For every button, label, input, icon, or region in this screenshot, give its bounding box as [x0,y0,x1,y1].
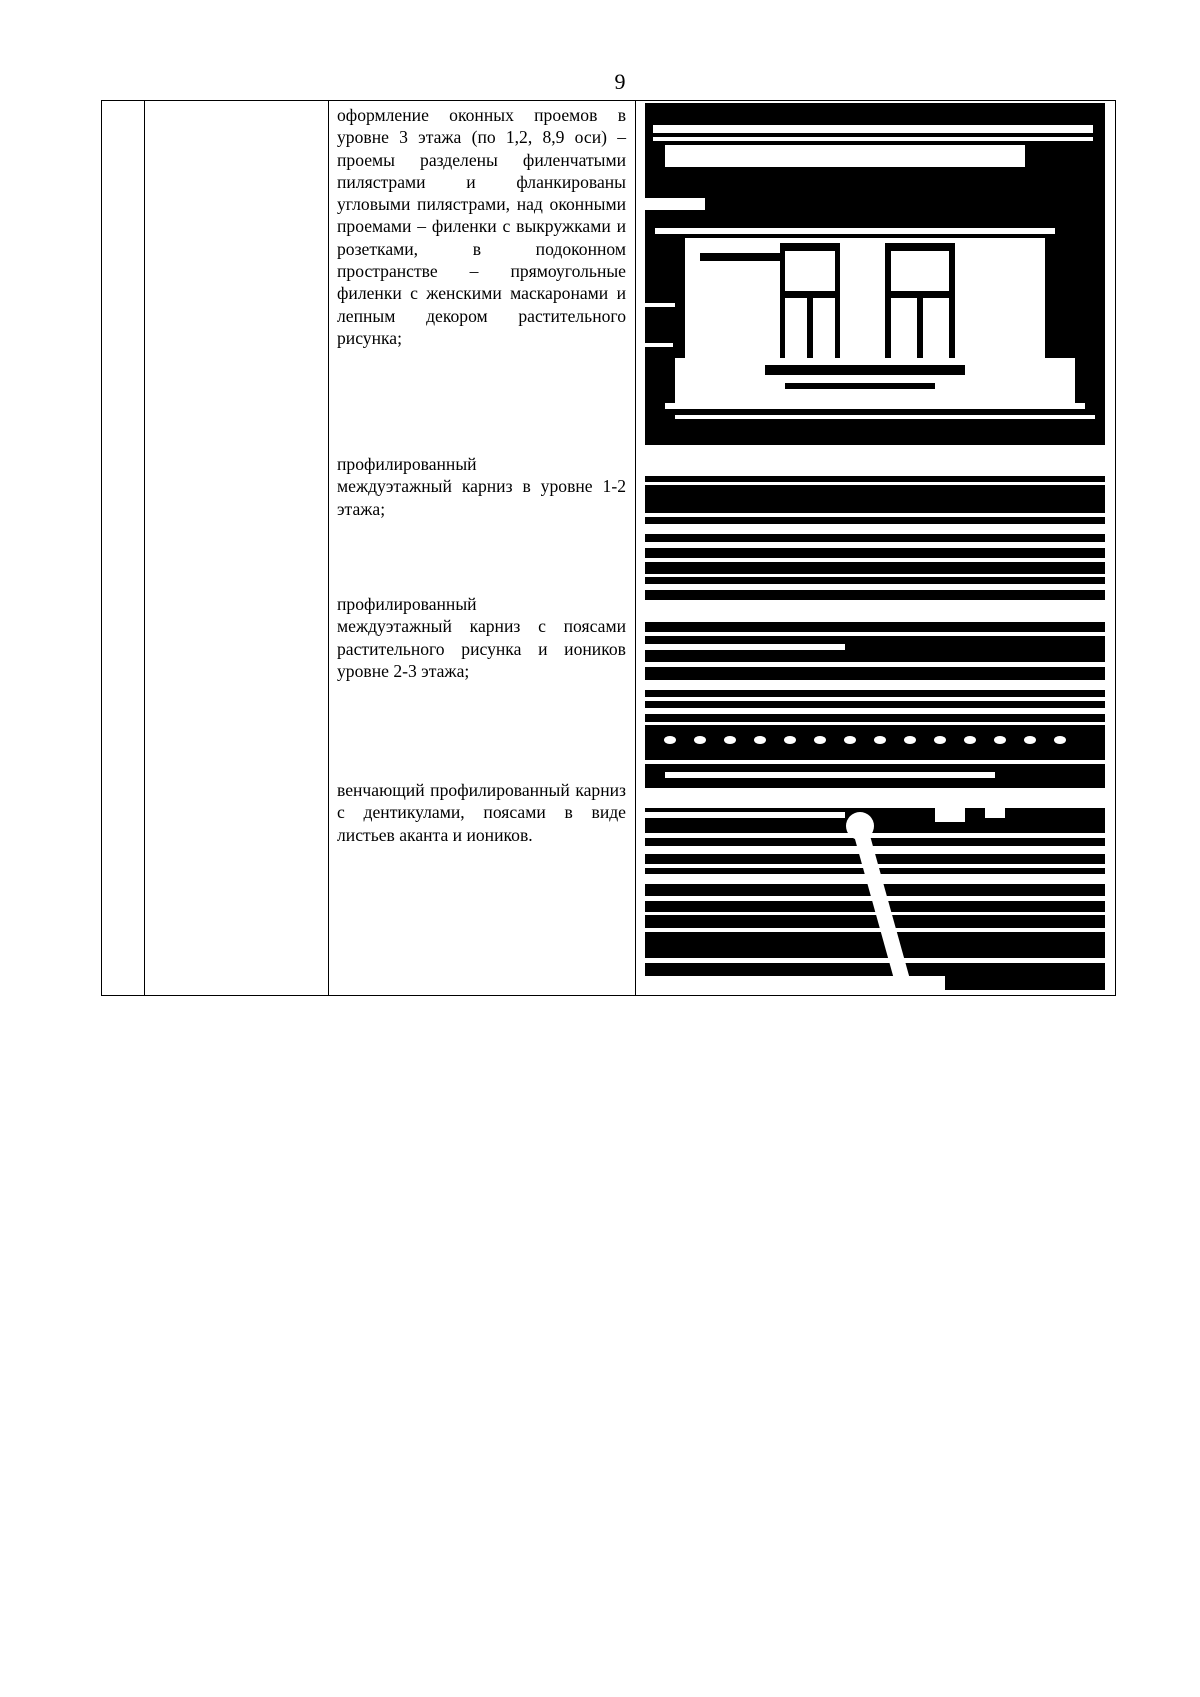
description-interfloor-cornice-1-2 [337,453,626,520]
object-column-cell [145,101,329,996]
description-line: профилированный [337,454,477,474]
page-number: 9 [614,69,626,94]
description-line: профилированный [337,594,477,614]
description-line: междуэтажный карниз с поясами растительного рисунка и иоников уровне 2-3 этажа; [337,616,626,681]
description-crowning-cornice: венчающий профилированный карниз с дентикулами, поясами в виде листьев аканта и иоников. [337,780,626,845]
monument-elements-table [101,100,1116,996]
cornice-photo [645,468,1105,600]
description-line: междуэтажный карниз в уровне 1-2 этажа; [337,476,626,519]
facade-window-photo [645,103,1105,445]
description-column-cell [329,101,636,996]
cornice-ornament-photo [645,622,1105,788]
table-row [102,101,1116,996]
description-interfloor-cornice-2-3 [337,593,626,682]
photo-column-cell [636,101,1116,996]
crowning-cornice-photo [645,808,1105,990]
number-column-cell [102,101,145,996]
description-window-openings: оформление оконных проемов в уровне 3 этажа (по 1,2, 8,9 оси) – проемы разделены филенчатыми пилястрами и фланкированы угловыми пилястрами, над оконными проемами – филенки с выкружками и розетками, в подоконном пространстве – прямоугольные филенки с женскими маскаронами и лепным декором растительного рисунка; [337,105,626,348]
